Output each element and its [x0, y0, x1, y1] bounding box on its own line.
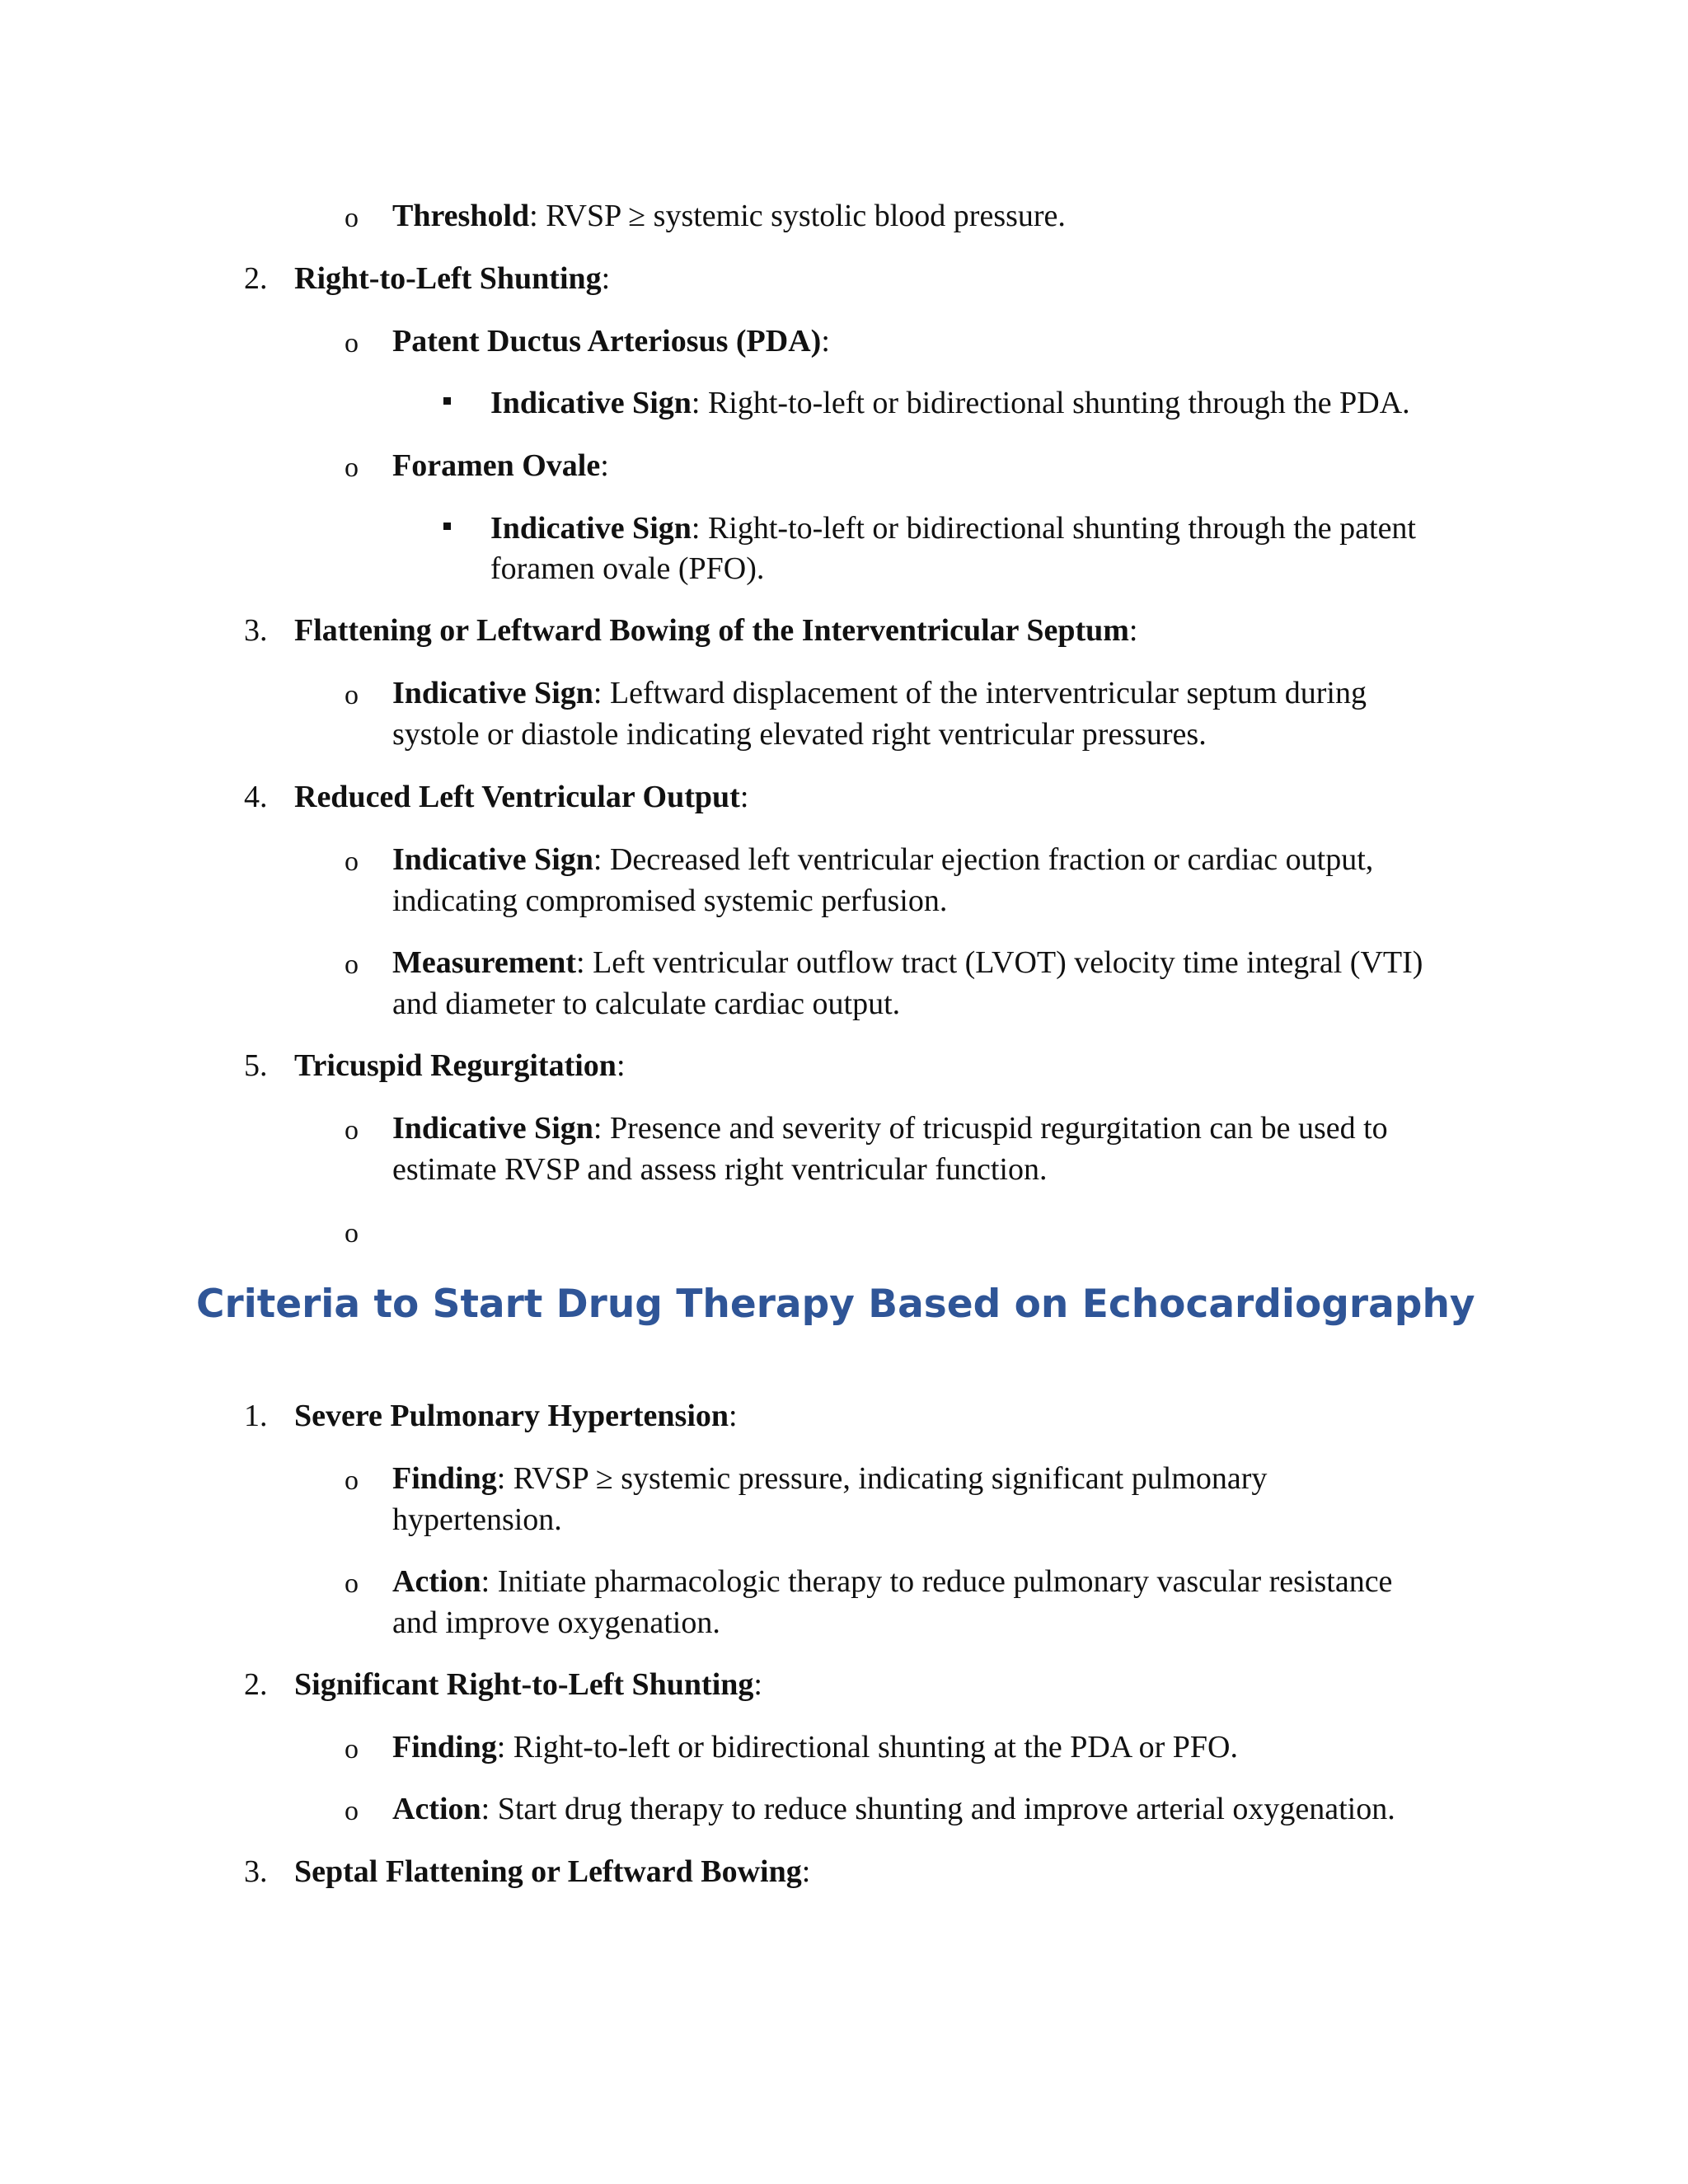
item-text-continued: estimate RVSP and assess right ventricular function.: [392, 1152, 1048, 1187]
item-label: Threshold: [392, 199, 530, 233]
list-bullet-circle: o: [345, 328, 359, 359]
list-bullet-circle: o: [345, 680, 359, 710]
item-label: Indicative Sign: [392, 1111, 593, 1146]
list-item-action: [392, 1561, 1392, 1602]
item-text: : Initiate pharmacologic therapy to reduce pulmonary vascular resistance: [481, 1564, 1393, 1599]
list-number: 3.: [244, 613, 268, 648]
item-label: Measurement: [392, 945, 577, 980]
item-title: Significant Right-to-Left Shunting: [294, 1667, 754, 1702]
list-item-right-to-left-shunting: [294, 258, 610, 299]
item-text: : Leftward displacement of the interventricular septum during: [593, 676, 1367, 710]
item-label: Foramen Ovale: [392, 448, 601, 483]
item-text-continued: and diameter to calculate cardiac output.: [392, 987, 901, 1021]
list-item-severe-pulmonary-hypertension: [294, 1395, 738, 1436]
list-bullet-circle: o: [345, 203, 359, 233]
item-text: : RVSP ≥ systemic systolic blood pressure.: [529, 199, 1066, 233]
item-colon: :: [821, 324, 830, 359]
item-text-continued: hypertension.: [392, 1502, 562, 1537]
item-text-continued: and improve oxygenation.: [392, 1605, 720, 1640]
item-label: Finding: [392, 1730, 497, 1765]
list-item-septum-indicative-sign: [392, 673, 1367, 714]
list-item-septum-flattening: [294, 610, 1137, 651]
list-item-significant-shunting: [294, 1664, 762, 1705]
item-text: : RVSP ≥ systemic pressure, indicating significant pulmonary: [496, 1461, 1268, 1496]
item-colon: :: [729, 1399, 738, 1433]
list-item-septal-flattening: [294, 1851, 810, 1892]
list-number: 4.: [244, 780, 268, 814]
item-text: : Left ventricular outflow tract (LVOT) velocity time integral (VTI): [576, 945, 1423, 980]
item-text-continued: indicating compromised systemic perfusion.: [392, 883, 948, 918]
list-bullet-square: [443, 508, 451, 549]
item-title: Flattening or Leftward Bowing of the Interventricular Septum: [294, 613, 1129, 648]
list-bullet-circle: o: [345, 1465, 359, 1496]
list-bullet-circle-empty: o: [345, 1218, 359, 1249]
item-text-continued: foramen ovale (PFO).: [490, 551, 765, 586]
item-text: : Right-to-left or bidirectional shunting through the patent: [691, 511, 1416, 546]
item-label: Finding: [392, 1461, 497, 1496]
item-title: Reduced Left Ventricular Output: [294, 780, 740, 814]
item-colon: :: [601, 261, 611, 296]
item-colon: :: [739, 780, 749, 814]
list-bullet-circle: o: [345, 846, 359, 877]
item-label: Indicative Sign: [490, 511, 692, 546]
list-number: 2.: [244, 261, 268, 296]
item-text: : Right-to-left or bidirectional shunting through the PDA.: [691, 386, 1410, 420]
list-item-tricuspid-regurgitation: [294, 1045, 626, 1086]
list-item-lv-indicative-sign: [392, 839, 1373, 880]
list-item-foramen-ovale: [392, 445, 609, 486]
item-text: : Start drug therapy to reduce shunting and improve arterial oxygenation.: [481, 1792, 1395, 1826]
section-heading: Criteria to Start Drug Therapy Based on Echocardiography: [196, 1282, 1475, 1327]
list-item-lv-measurement: [392, 942, 1423, 983]
list-number: 2.: [244, 1667, 268, 1702]
list-item-finding: [392, 1727, 1238, 1768]
list-item-finding: [392, 1458, 1267, 1499]
list-number: 3.: [244, 1854, 268, 1889]
item-title: Septal Flattening or Leftward Bowing: [294, 1854, 802, 1889]
item-title: Right-to-Left Shunting: [294, 261, 602, 296]
item-label: Indicative Sign: [490, 386, 692, 420]
item-text: : Presence and severity of tricuspid regurgitation can be used to: [593, 1111, 1388, 1146]
list-item-tr-indicative-sign: [392, 1108, 1388, 1149]
item-text-continued: systole or diastole indicating elevated right ventricular pressures.: [392, 717, 1207, 752]
item-label: Indicative Sign: [392, 676, 593, 710]
item-colon: :: [801, 1854, 811, 1889]
item-label: Action: [392, 1792, 481, 1826]
list-item-pda: [392, 321, 830, 362]
item-title: Tricuspid Regurgitation: [294, 1048, 617, 1083]
item-label: Indicative Sign: [392, 842, 593, 877]
list-bullet-circle: o: [345, 452, 359, 483]
item-title: Severe Pulmonary Hypertension: [294, 1399, 729, 1433]
item-colon: :: [616, 1048, 626, 1083]
list-item-threshold: [392, 195, 1066, 237]
item-label: Action: [392, 1564, 481, 1599]
item-colon: :: [1128, 613, 1138, 648]
list-bullet-circle: o: [345, 1115, 359, 1146]
list-number: 5.: [244, 1048, 268, 1083]
item-colon: :: [600, 448, 609, 483]
item-text: : Right-to-left or bidirectional shunting at the PDA or PFO.: [496, 1730, 1238, 1765]
list-item-pda-indicative-sign: [490, 382, 1410, 424]
list-item-fo-indicative-sign: [490, 508, 1416, 549]
item-text: : Decreased left ventricular ejection fraction or cardiac output,: [593, 842, 1374, 877]
list-bullet-circle: o: [345, 949, 359, 980]
list-item-reduced-lv-output: [294, 776, 748, 818]
list-number: 1.: [244, 1399, 268, 1433]
list-bullet-square: [443, 382, 451, 424]
item-colon: :: [753, 1667, 762, 1702]
list-bullet-circle: o: [345, 1796, 359, 1826]
item-label: Patent Ductus Arteriosus (PDA): [392, 324, 822, 359]
list-item-action: [392, 1788, 1395, 1830]
list-bullet-circle: o: [345, 1568, 359, 1599]
list-bullet-circle: o: [345, 1734, 359, 1765]
